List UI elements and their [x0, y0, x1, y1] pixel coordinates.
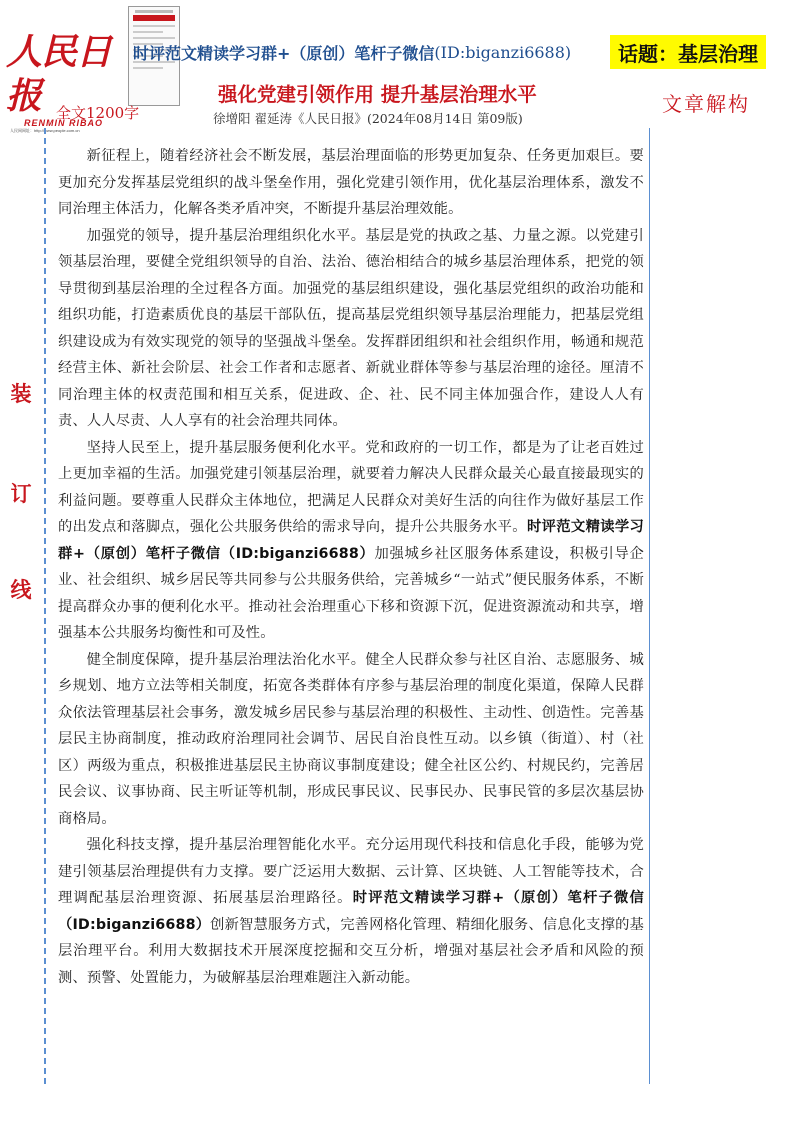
byline: 徐增阳 翟延涛《人民日报》(2024年08月14日 第09版): [213, 111, 523, 126]
paragraph-text: 坚持人民至上，提升基层服务便利化水平。党和政府的一切工作，都是为了让老百姓过上更加幸福的生活。加强党建引领基层治理，就要着力解决人民群众最关心最直接最现实的利益问题。要尊重人民群众主体地位，把满足人民群众对美好生活的向往作为做好基层工作的出发点和落脚点，强化公共服务供给的需求导向，提升公共服务水平。: [58, 439, 644, 535]
structure-label: 文章解构: [662, 92, 750, 116]
paragraph-text: 创新智慧服务方式，完善网格化管理、精细化服务、信息化支撑的基层治理平台。利用大数据技术开展深度挖掘和交互分析，增强对基层社会矛盾和风险的预测、预警、处置能力，为破解基层治理难题注入新动能。: [58, 916, 644, 986]
paragraph: 健全制度保障，提升基层治理法治化水平。健全人民群众参与社区自治、志愿服务、城乡规划、地方立法等相关制度，拓宽各类群体有序参与基层治理的制度化渠道，保障人民群众依法管理基层社会事务，激发城乡居民参与基层治理的积极性、主动性、创造性。完善基层民主协商制度，推动政府治理同社会调节、居民自治良性互动。以乡镇（街道）、村（社区）两级为重点，积极推进基层民主协商议事制度建设；健全社区公约、村规民约，完善居民会议、议事协商、民主听证等机制，形成民事民议、民事民办、民事民管的多层次基层协商格局。: [58, 651, 644, 827]
word-count: 全文1200字: [56, 104, 140, 122]
paragraph: 新征程上，随着经济社会不断发展，基层治理面临的形势更加复杂、任务更加艰巨。要更加充分发挥基层党组织的战斗堡垒作用，强化党建引领作用，优化基层治理体系，激发不同治理主体活力，化解各类矛盾冲突，不断提升基层治理效能。: [58, 148, 644, 217]
paragraph: [58, 832, 644, 991]
logo-subtitle: RENMIN RIBAO: [24, 118, 103, 128]
article-body: [58, 143, 644, 991]
binding-mark: 订: [10, 482, 32, 506]
topic-value: 基层治理: [678, 41, 758, 66]
logo-url: 人民网网址：http://www.people.com.cn: [10, 128, 80, 133]
paragraph-text: 加强城乡社区服务体系建设，积极引导企业、社会组织、城乡居民等共同参与公共服务供给，完善城乡“一站式”便民服务体系，不断提高群众办事的便利化水平。推动社会治理重心下移和资源下沉，促进资源流动和共享，增强基本公共服务均衡性和可及性。: [58, 545, 645, 641]
binding-mark: 线: [10, 578, 32, 602]
binding-mark: 装: [10, 382, 32, 406]
paragraph: 加强党的领导，提升基层治理组织化水平。基层是党的执政之基、力量之源。以党建引领基层治理，要健全党组织领导的自治、法治、德治相结合的城乡基层治理体系，把党的领导贯彻到基层治理的全过程各方面。加强党的基层组织建设，强化基层党组织的政治功能和组织功能，打造素质优良的基层干部队伍，提高基层党组织领导基层治理能力，把基层党组织建设成为有效实现党的领导的坚强战斗堡垒。发挥群团组织和社会组织作用，畅通和规范经营主体、新社会阶层、社会工作者和志愿者、新就业群体等参与基层治理的途径。厘清不同治理主体的权责范围和相互关系，促进政、企、社、民不同主体加强合作，建设人人有责、人人尽责、人人享有的社会治理共同体。: [58, 227, 644, 429]
inline-promo: 时评范文精读学习群+（原创）笔杆子微信（ID:biganzi6688）: [58, 519, 645, 562]
paragraph: [58, 435, 644, 647]
paragraph-text: 强化科技支撑，提升基层治理智能化水平。充分运用现代科技和信息化手段，能够为党建引领基层治理提供有力支撑。要广泛运用大数据、云计算、区块链、人工智能等技术，合理调配基层治理资源、拓展基层治理路径。: [58, 837, 644, 906]
binding-line: [44, 128, 46, 1084]
topic-label: 话题：: [618, 41, 678, 66]
article-title: 强化党建引领作用 提升基层治理水平: [218, 83, 537, 106]
margin-divider: [649, 128, 650, 1084]
header-wechat-id: (ID:biganzi6688): [434, 43, 572, 62]
header-promo-text: 时评范文精读学习群+（原创）笔杆子微信: [133, 44, 435, 63]
logo-title: 人民日报: [6, 31, 112, 117]
inline-promo: 时评范文精读学习群+（原创）笔杆子微信（ID:biganzi6688）: [58, 890, 644, 933]
topic-badge: [610, 35, 766, 69]
